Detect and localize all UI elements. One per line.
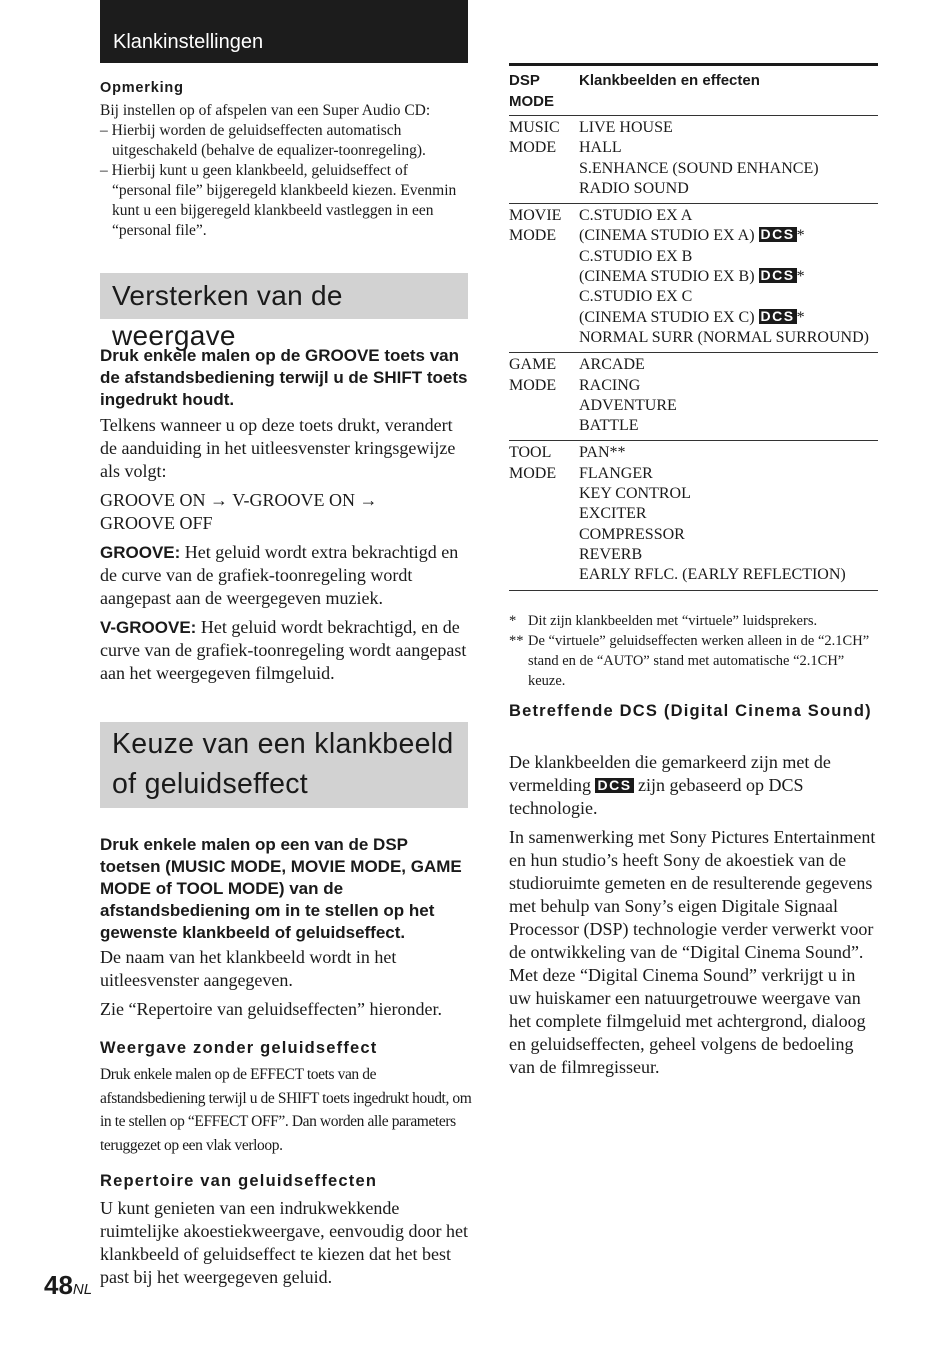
section-tab-header bbox=[100, 0, 468, 63]
effect-item: FLANGER bbox=[579, 464, 653, 482]
effect-item: LIVE HOUSE bbox=[579, 119, 673, 136]
no-effect-text: Druk enkele malen op de EFFECT toets van de afstandsbediening terwijl u de SHIFT toets ingedrukt houdt, om in te stellen op “EFFECT OFF”. Dan worden alle parameters teruggezet op een vlak verloop. bbox=[100, 1066, 472, 1154]
table-header-effects: Klankbeelden en effecten bbox=[579, 72, 760, 89]
effect-item: NORMAL SURR (NORMAL SURROUND) bbox=[579, 328, 869, 346]
asterisk: * bbox=[796, 268, 805, 286]
subheading-repertoire: Repertoire van geluidseffecten bbox=[100, 1172, 378, 1190]
page-language-suffix: NL bbox=[72, 1281, 93, 1298]
mode-label: MODE bbox=[509, 227, 557, 245]
section-tab-title: Klankinstellingen bbox=[113, 31, 264, 53]
footnote-text: De “virtuele” geluidseffecten werken alleen in de “2.1CH” stand en de “AUTO” stand met automatische “2.1CH” keuze. bbox=[528, 633, 870, 689]
mode-label: MOVIE bbox=[509, 207, 562, 225]
arrow-icon: → bbox=[359, 490, 378, 510]
page-number-value: 48 bbox=[44, 1270, 73, 1300]
effect-item: C.STUDIO EX B bbox=[579, 247, 693, 265]
note-intro: Bij instellen op of afspelen van een Super Audio CD: bbox=[100, 102, 431, 119]
dcs-paragraph: In samenwerking met Sony Pictures Entertainment en hun studio’s heeft Sony de akoestiek van de studioruimte gemeten en de resulterende gegevens met behulp van Sony’s eigen Digitale Signaal Processor (DSP) technologie verder verwerkt voor de ontwikkeling van de “Digital Cinema Sound”. Met deze “Digital Cinema Sound” verkrijgt u in uw huiskamer een natuurgetrouwe weergave van het complete filmgeluid met achtergrond, dialoog en geluidseffecten, geheel volgens de bedoeling van de filmregisseur. bbox=[509, 827, 876, 1077]
effect-item: PAN** bbox=[579, 444, 626, 462]
subheading-dcs: Betreffende DCS (Digital Cinema Sound) bbox=[509, 702, 872, 720]
dcs-text: De klankbeelden die gemarkeerd zijn met de vermelding bbox=[509, 752, 831, 795]
footnote bbox=[509, 631, 879, 691]
sequence-step: V-GROOVE ON bbox=[232, 490, 356, 510]
effect-item bbox=[579, 308, 878, 328]
groove-definition bbox=[100, 541, 472, 610]
table-row-music bbox=[509, 116, 878, 204]
effect-item: ADVENTURE bbox=[579, 396, 677, 414]
effect-item: REVERB bbox=[579, 545, 643, 563]
page-number bbox=[44, 1270, 92, 1301]
table-header-row bbox=[509, 66, 878, 116]
effect-text: (CINEMA STUDIO EX A) bbox=[579, 227, 755, 245]
effect-item: RACING bbox=[579, 376, 641, 394]
term-text: Het geluid wordt extra bekrachtigd en de curve van de grafiek-toonregeling wordt aangepast aan de weergegeven muziek. bbox=[100, 542, 459, 608]
dcs-badge: DCS bbox=[760, 307, 795, 324]
mode-label: MODE bbox=[509, 464, 557, 482]
term-label: GROOVE: bbox=[100, 543, 181, 562]
footnote bbox=[509, 611, 879, 631]
vgroove-definition bbox=[100, 616, 472, 685]
footnote-mark: ** bbox=[509, 633, 524, 649]
header-text: MODE bbox=[509, 93, 554, 110]
mode-cell bbox=[509, 206, 579, 348]
mode-label: GAME bbox=[509, 356, 557, 374]
note-text bbox=[100, 101, 470, 241]
sequence-step: GROOVE OFF bbox=[100, 513, 213, 533]
groove-sequence bbox=[100, 489, 472, 535]
effects-cell bbox=[579, 206, 878, 348]
dcs-paragraph bbox=[509, 751, 881, 820]
effects-cell bbox=[579, 443, 878, 585]
effect-item bbox=[579, 226, 878, 246]
effect-item: HALL bbox=[579, 139, 622, 157]
effect-item: C.STUDIO EX C bbox=[579, 288, 693, 306]
soundfield-body bbox=[100, 946, 472, 1027]
asterisk: * bbox=[796, 227, 805, 245]
dcs-badge: DCS bbox=[760, 267, 795, 284]
groove-body bbox=[100, 414, 472, 691]
effect-item: S.ENHANCE (SOUND ENHANCE) bbox=[579, 159, 819, 177]
asterisk: * bbox=[796, 308, 805, 326]
section-title-line: of geluidseffect bbox=[112, 768, 308, 800]
soundfield-paragraph: De naam van het klankbeeld wordt in het uitleesvenster aangegeven. bbox=[100, 947, 397, 990]
mode-label: MODE bbox=[509, 376, 557, 394]
groove-instruction: Druk enkele malen op de GROOVE toets van de afstandsbediening terwijl u de SHIFT toets ingedrukt houdt. bbox=[100, 346, 468, 409]
soundfield-instruction: Druk enkele malen op een van de DSP toetsen (MUSIC MODE, MOVIE MODE, GAME MODE of TOOL MODE) van de afstandsbediening om in te stellen op het gewenste klankbeeld of geluidseffect. bbox=[100, 835, 462, 942]
effect-item bbox=[579, 267, 878, 287]
table-row-game bbox=[509, 353, 878, 441]
effect-item: BATTLE bbox=[579, 417, 639, 435]
mode-cell bbox=[509, 443, 579, 585]
term-label: V-GROOVE: bbox=[100, 618, 197, 637]
term-text: Het geluid wordt bekrachtigd, en de curve van de grafiek-toonregeling wordt aangepast aan het weergegeven filmgeluid. bbox=[100, 617, 467, 683]
dsp-mode-table bbox=[509, 63, 878, 591]
mode-label: TOOL bbox=[509, 444, 552, 462]
effects-cell bbox=[579, 118, 878, 199]
footnotes bbox=[509, 611, 879, 691]
effect-item: COMPRESSOR bbox=[579, 525, 685, 543]
effect-text: (CINEMA STUDIO EX B) bbox=[579, 268, 755, 286]
table-row-movie bbox=[509, 204, 878, 353]
effect-item: ARCADE bbox=[579, 356, 645, 374]
effect-item: EXCITER bbox=[579, 505, 647, 523]
dcs-body bbox=[509, 751, 881, 1085]
dcs-badge: DCS bbox=[760, 226, 795, 243]
groove-paragraph: Telkens wanneer u op deze toets drukt, verandert de aanduiding in het uitleesvenster kringsgewijze als volgt: bbox=[100, 415, 456, 481]
mode-label: MODE bbox=[509, 139, 557, 157]
footnote-mark: * bbox=[509, 613, 517, 629]
dcs-badge: DCS bbox=[597, 777, 632, 793]
mode-label: MUSIC bbox=[509, 119, 560, 136]
note-item: – Hierbij worden de geluidseffecten automatisch uitgeschakeld (behalve de equalizer-toonregeling). bbox=[100, 122, 426, 159]
repertoire-text: U kunt genieten van een indrukwekkende ruimtelijke akoestiekweergave, eenvoudig door het klankbeeld of geluidseffect te kiezen dat het best past bij het weergegeven geluid. bbox=[100, 1198, 469, 1287]
mode-cell bbox=[509, 118, 579, 199]
mode-cell bbox=[509, 355, 579, 436]
effect-item: EARLY RFLC. (EARLY REFLECTION) bbox=[579, 566, 846, 584]
section-title-line: Keuze van een klankbeeld bbox=[112, 728, 454, 760]
effect-item: C.STUDIO EX A bbox=[579, 207, 693, 225]
section-title-groove: Versterken van de weergave bbox=[100, 273, 468, 319]
effect-item: RADIO SOUND bbox=[579, 179, 689, 197]
dcs-text: zijn gebaseerd op DCS technologie. bbox=[509, 775, 804, 818]
section-title-soundfield bbox=[100, 722, 468, 808]
note-item: – Hierbij kunt u geen klankbeeld, geluidseffect of “personal file” bijgeregeld klankbeeld kiezen. Evenmin kunt u een bijgeregeld klankbeeld vastleggen in een “personal file”. bbox=[100, 162, 457, 239]
effects-cell bbox=[579, 355, 878, 436]
table-header-dsp-mode bbox=[509, 70, 579, 112]
effect-text: (CINEMA STUDIO EX C) bbox=[579, 308, 755, 326]
effect-item: KEY CONTROL bbox=[579, 485, 691, 503]
subheading-no-effect: Weergave zonder geluidseffect bbox=[100, 1039, 378, 1057]
header-text: DSP bbox=[509, 72, 540, 89]
arrow-icon: → bbox=[210, 490, 228, 510]
soundfield-paragraph: Zie “Repertoire van geluidseffecten” hieronder. bbox=[100, 999, 443, 1019]
note-heading: Opmerking bbox=[100, 80, 184, 96]
table-row-tool bbox=[509, 441, 878, 590]
footnote-text: Dit zijn klankbeelden met “virtuele” luidsprekers. bbox=[528, 613, 818, 629]
sequence-step: GROOVE ON bbox=[100, 490, 206, 510]
